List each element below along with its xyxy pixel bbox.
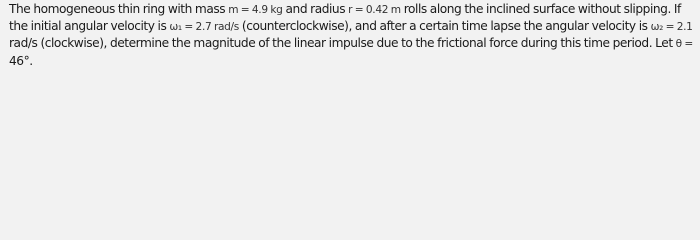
problem-line-3 xyxy=(9,35,700,52)
problem-line-4 xyxy=(9,53,700,69)
problem-statement xyxy=(9,1,700,69)
text-segment: The homogeneous thin ring with mass xyxy=(9,2,229,16)
text-segment: (counterclockwise), and after a certain time lapse the angular velocity is xyxy=(238,19,651,34)
text-segment: rolls along the inclined surface without slipping. If xyxy=(400,2,681,16)
text-segment: and radius xyxy=(282,2,349,16)
angle-value: 46°. xyxy=(9,53,33,68)
mass-value: m = 4.9 kg xyxy=(228,4,283,16)
initial-angular-velocity-value: ω₁ = 2.7 rad/s xyxy=(169,21,239,34)
problem-line-1 xyxy=(9,1,700,18)
text-segment: rad/s (clockwise), determine the magnitude of the linear impulse due to the frictional force during this time period. Let xyxy=(9,36,676,51)
angle-symbol: θ = xyxy=(675,38,693,51)
problem-line-2 xyxy=(9,18,700,35)
problem-page xyxy=(0,0,700,87)
final-angular-velocity-value: ω₂ = 2.1 xyxy=(650,21,693,34)
text-segment: the initial angular velocity is xyxy=(9,19,170,34)
radius-value: r = 0.42 m xyxy=(348,4,401,16)
